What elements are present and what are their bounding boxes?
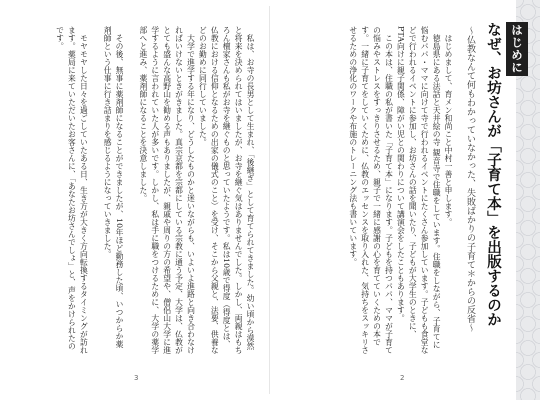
- chapter-title: なぜ、お坊さんが「子育て本」を出版するのか: [485, 22, 501, 327]
- page-number-left: 3: [134, 374, 139, 382]
- left-page-body-text: [16, 26, 256, 354]
- section-heading-badge: [506, 22, 528, 76]
- left-paragraph: 大学で進学する年になり、どうしたものかと迷いながらも、いよいよ進路と向き合わなければいけないときがきました。真宗京都を宗都にしている宗教に通う予定、大学は、仏教がとても盛んな高野山を勧める声もありましたが、親戚や周りの方の希望や、僧侶山大学に進学するように言われていた人が多いです。しかし、私は手に職をつけるために、大学の薬学部へと進み、薬剤師になることを決意しました。: [138, 26, 196, 354]
- right-paragraph: この本は、住職の私が書いた「子育て本」になります。子どもを持つパパ、ママが子育ての悩みやストレスをすっきりさせるため、親子で一緒に感謝の心を育てていくための本です。一緒に子育てをしていくために、仏教のエッセンスを取り入れた、気持ちをスッキリさせるための浄化のワークや布施のトレーニング法も書いています。: [348, 26, 394, 354]
- right-page: [270, 0, 540, 400]
- page-number-right: 2: [400, 374, 405, 382]
- right-page-body-text: [282, 26, 454, 354]
- right-paragraph: 徳島県にある法話と天井絵の寺 観音寺で住職をしています。住職をしながら、子育てに悩むパパ・ママに向けて寺で行われるイベントにたくさん参加しています。子どもも食堂などで行われるイベントに参加し、お坊さんの話を聞いたり、子どもが大学生のときに、PTA向けに親子関係、障がい児との関わりについて講演会をしたこともあります。: [396, 26, 442, 354]
- left-paragraph: 私は、お寺の長男として生まれ、「後継ぎ」として育てられてきました。幼い頃から漠然と将来を決められてはいましたが、お寺を継ぐ気はありませんでした。しかし、両親はもちろん檀家さんも私がお寺を継ぐものと思っていたようです。私は10歳で得度（得度とは、仏教における信仰となるための出家の儀式のこと）を受け、そこから父親と、法要、供養などのお勤めに同行していました。: [198, 26, 255, 354]
- left-paragraph: その後、無事に薬剤師になることができましたが、10年ほど勤務した頃、いつからか薬剤師という仕事に行き詰まりを感じるようになっていきました。: [103, 26, 125, 349]
- section-heading-label: はじめに: [510, 24, 524, 74]
- left-paragraph: モヤモヤした日々を過ごしていたある日、生き方が大きく方向転換するタイミングが訪れます。薬局に来ていただいたお客さんに、「あなたお坊さんでしょ」と、声をかけられたのです。: [55, 26, 89, 354]
- right-paragraph: はじめまして、育メン和尚こと中村一善と申します。: [444, 33, 453, 226]
- chapter-subtitle: ～仏教なんて何もわかっていなかった、失敗ばかりの子育て＊からの反省～: [465, 26, 475, 332]
